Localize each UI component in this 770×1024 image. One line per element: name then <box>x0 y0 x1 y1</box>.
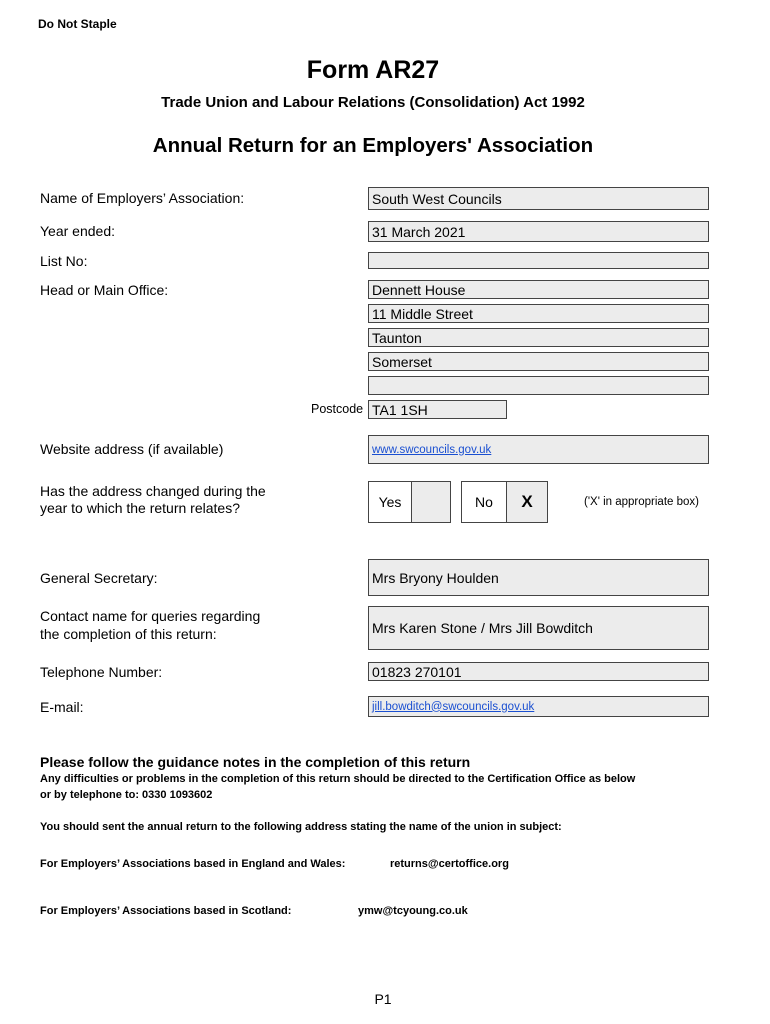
guidance-heading: Please follow the guidance notes in the completion of this return <box>40 754 471 770</box>
guidance-line-2: or by telephone to: 0330 1093602 <box>40 789 213 801</box>
year-ended-field[interactable]: 31 March 2021 <box>368 221 709 242</box>
yes-checkbox[interactable] <box>411 481 451 523</box>
address-line-5[interactable] <box>368 376 709 395</box>
address-changed-label-2: year to which the return relates? <box>40 500 240 516</box>
postcode-label: Postcode <box>311 402 364 416</box>
address-changed-label-1: Has the address changed during the <box>40 483 266 499</box>
form-title: Form AR27 <box>306 56 440 84</box>
email-link[interactable]: jill.bowditch@swcouncils.gov.uk <box>372 700 535 713</box>
guidance-line-1: Any difficulties or problems in the completion of this return should be directed to the Certification Office as below <box>40 773 636 785</box>
england-wales-label: For Employers’ Associations based in England and Wales: <box>40 858 346 870</box>
general-secretary-label: General Secretary: <box>40 570 158 586</box>
general-secretary-field[interactable]: Mrs Bryony Houlden <box>368 559 709 596</box>
address-line-3[interactable]: Taunton <box>368 328 709 347</box>
no-checkbox[interactable]: X <box>506 481 548 523</box>
email-field[interactable] <box>368 696 709 717</box>
year-ended-label: Year ended: <box>40 223 115 239</box>
england-wales-email[interactable]: returns@certoffice.org <box>390 858 509 870</box>
association-name-field[interactable]: South West Councils <box>368 187 709 210</box>
website-link[interactable]: www.swcouncils.gov.uk <box>372 443 492 456</box>
scotland-label: For Employers’ Associations based in Scotland: <box>40 905 292 917</box>
contact-label-1: Contact name for queries regarding <box>40 608 261 624</box>
website-label: Website address (if available) <box>40 441 224 457</box>
scotland-email[interactable]: ymw@tcyoung.co.uk <box>358 905 468 917</box>
telephone-field[interactable]: 01823 270101 <box>368 662 709 681</box>
email-label: E-mail: <box>40 699 84 715</box>
association-name-label: Name of Employers’ Association: <box>40 190 245 206</box>
website-field[interactable] <box>368 435 709 464</box>
list-no-field[interactable] <box>368 252 709 269</box>
page-heading: Annual Return for an Employers' Association <box>152 134 594 157</box>
head-office-label: Head or Main Office: <box>40 282 169 298</box>
contact-name-field[interactable]: Mrs Karen Stone / Mrs Jill Bowditch <box>368 606 709 650</box>
address-line-1[interactable]: Dennett House <box>368 280 709 299</box>
contact-label-2: the completion of this return: <box>40 626 217 642</box>
list-no-label: List No: <box>40 253 88 269</box>
no-label-box: No <box>461 481 507 523</box>
address-line-2[interactable]: 11 Middle Street <box>368 304 709 323</box>
guidance-line-3: You should sent the annual return to the following address stating the name of the union in subject: <box>40 821 562 833</box>
do-not-staple-note: Do Not Staple <box>38 17 117 31</box>
act-title: Trade Union and Labour Relations (Consolidation) Act 1992 <box>161 94 585 111</box>
postcode-field[interactable]: TA1 1SH <box>368 400 507 419</box>
telephone-label: Telephone Number: <box>40 664 163 680</box>
checkbox-instruction: ('X' in appropriate box) <box>584 496 699 508</box>
page-number: P1 <box>374 991 392 1007</box>
address-line-4[interactable]: Somerset <box>368 352 709 371</box>
yes-label-box: Yes <box>368 481 412 523</box>
